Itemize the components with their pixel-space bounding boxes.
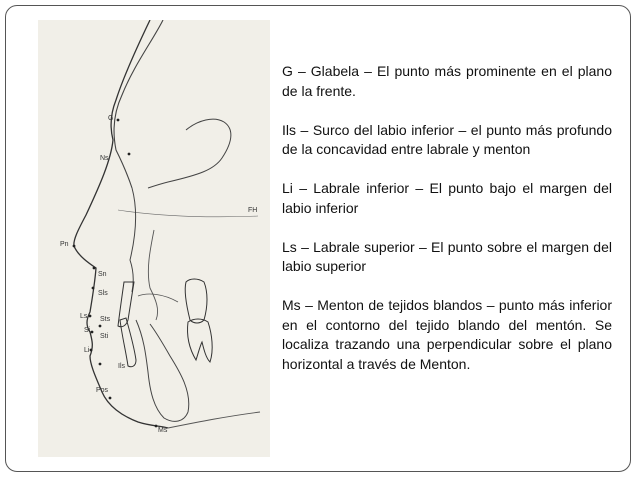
maxilla-inner-line — [148, 230, 157, 320]
label-ms: Ms — [158, 427, 168, 434]
mandible-symphysis — [136, 320, 189, 421]
fh-plane-line — [118, 210, 258, 217]
cephalometric-profile-drawing — [38, 20, 270, 457]
landmark-dot-sts — [99, 325, 102, 328]
label-si: Si — [84, 327, 91, 334]
label-ils: Ils — [118, 363, 125, 370]
lower-incisor — [120, 318, 136, 367]
landmark-dot-ls — [89, 315, 92, 318]
label-pn: Pn — [60, 241, 69, 248]
label-sls: Sls — [98, 290, 108, 297]
landmark-dot-ns — [128, 153, 131, 156]
label-fh: FH — [248, 207, 258, 214]
label-sts: Sts — [100, 316, 111, 323]
landmark-dot-li — [90, 349, 93, 352]
definition-li: Li – Labrale inferior – El punto bajo el margen del labio inferior — [282, 180, 612, 216]
definition-ils: Ils – Surco del labio inferior – el punto más profundo de la concavidad entre labrale y menton — [282, 121, 612, 157]
definitions-text-block — [282, 62, 612, 394]
definition-g: G – Glabela – El punto más prominente en el plano de la frente. — [282, 63, 612, 99]
landmark-dot-sn — [93, 267, 96, 270]
landmark-dot-sti — [91, 331, 94, 334]
orbit-line — [148, 119, 231, 188]
profile-svg — [38, 20, 270, 457]
label-g: G — [108, 115, 114, 122]
palate-line — [138, 294, 178, 302]
label-ns: Ns — [100, 155, 109, 162]
label-pos: Pos — [96, 387, 109, 394]
landmark-dot-ils — [99, 363, 102, 366]
landmark-dot-g — [117, 119, 120, 122]
definition-ms: Ms – Menton de tejidos blandos – punto más inferior en el contorno del tejido blando del mentón. Se localiza trazando una perpendicular sobre el plano horizontal a través de Menton. — [282, 297, 612, 372]
maxilla-line — [130, 188, 136, 292]
label-sti: Sti — [100, 333, 109, 340]
label-li: Li — [84, 347, 90, 354]
landmark-dot-pn — [73, 245, 76, 248]
lower-molar — [187, 319, 212, 362]
upper-molar — [185, 279, 207, 323]
label-sn: Sn — [98, 271, 107, 278]
landmark-dot-ms — [155, 425, 158, 428]
landmark-dot-pos — [109, 397, 112, 400]
landmark-dot-sls — [92, 287, 95, 290]
definition-ls: Ls – Labrale superior – El punto sobre el margen del labio superior — [282, 238, 612, 274]
label-ls: Ls — [80, 313, 88, 320]
